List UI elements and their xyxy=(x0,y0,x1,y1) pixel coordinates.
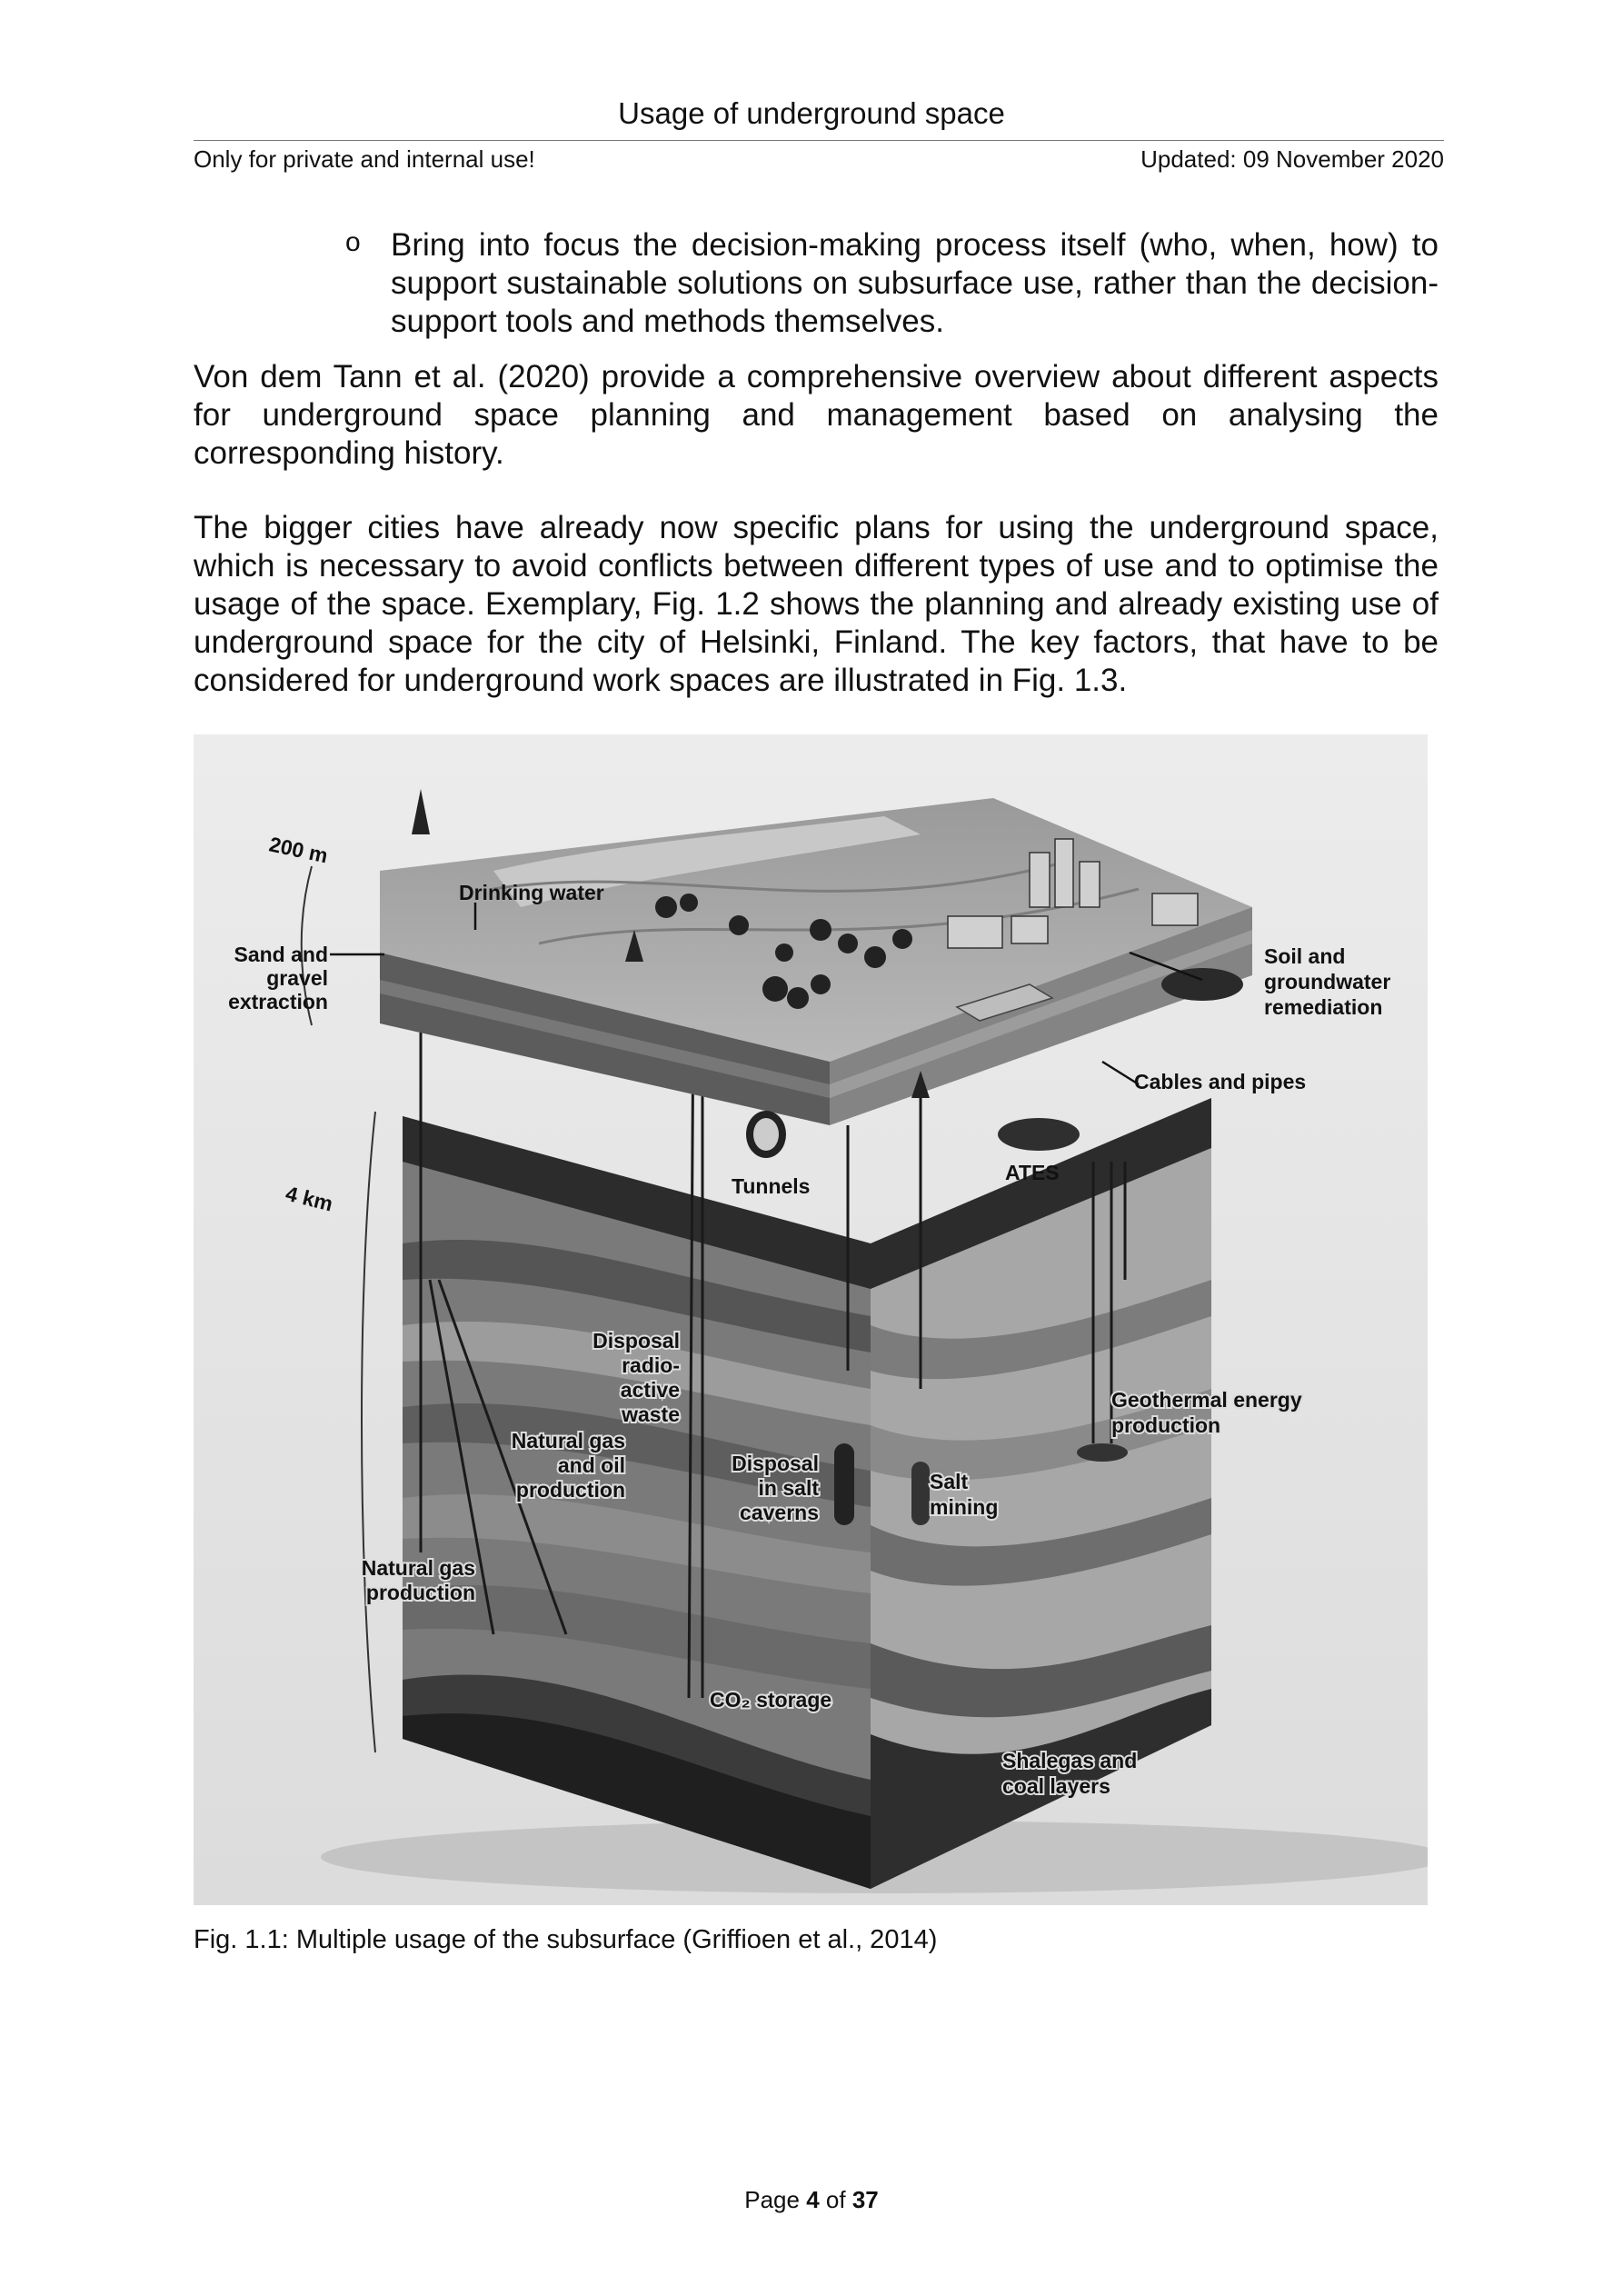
svg-text:waste: waste xyxy=(622,1403,680,1426)
svg-text:in salt: in salt xyxy=(758,1476,819,1500)
svg-text:production: production xyxy=(365,1581,475,1604)
svg-text:Natural gas: Natural gas xyxy=(511,1429,625,1452)
svg-text:and oil: and oil xyxy=(557,1453,625,1477)
header-left-note: Only for private and internal use! xyxy=(194,145,535,173)
svg-text:Salt: Salt xyxy=(930,1470,969,1493)
subsurface-usage-figure xyxy=(194,734,1428,1905)
label-drinking-water: Drinking water xyxy=(459,881,604,904)
label-ates: ATES xyxy=(1005,1161,1060,1184)
footer-page-total: 37 xyxy=(851,2186,879,2213)
geothermal-reservoir xyxy=(1077,1443,1128,1462)
svg-text:extraction: extraction xyxy=(228,990,328,1013)
svg-text:Disposal: Disposal xyxy=(732,1452,819,1475)
svg-text:coal layers: coal layers xyxy=(1002,1774,1110,1798)
paragraph-1: Von dem Tann et al. (2020) provide a comprehensive overview about different aspects for underground space planning and management based on analysing the corresponding history. xyxy=(194,359,1439,471)
depth-label-4km: 4 km xyxy=(283,1181,335,1216)
paragraph-2: The bigger cities have already now specific plans for using the underground space, which is necessary to avoid conflicts between different types of use and to optimise the usage of the space. Exemplary, Fig. 1.2 shows the planning and already existing use of underground space for the city of Helsinki, Finland. The key factors, that have to be considered for underground work spaces are illustrated in Fig. 1.3. xyxy=(194,510,1439,698)
page-header-title: Usage of underground space xyxy=(618,96,1005,130)
footer-page-number: 4 xyxy=(806,2186,820,2213)
label-natural-gas xyxy=(362,1556,475,1604)
salt-cavern-mining xyxy=(911,1462,930,1525)
svg-text:caverns: caverns xyxy=(740,1501,819,1524)
svg-text:production: production xyxy=(1111,1413,1221,1437)
svg-text:radio-: radio- xyxy=(622,1353,680,1377)
figure-caption: Fig. 1.1: Multiple usage of the subsurface (Griffioen et al., 2014) xyxy=(194,1925,938,1954)
svg-text:groundwater: groundwater xyxy=(1264,970,1391,993)
svg-text:gravel: gravel xyxy=(266,966,328,990)
svg-text:Shalegas and: Shalegas and xyxy=(1002,1749,1138,1772)
svg-text:production: production xyxy=(515,1478,625,1502)
svg-text:Natural gas: Natural gas xyxy=(361,1556,475,1580)
label-tunnels: Tunnels xyxy=(732,1174,811,1198)
bullet-marker: o xyxy=(345,227,361,257)
salt-cavern-disposal xyxy=(834,1443,854,1525)
depth-label-200m: 200 m xyxy=(266,832,331,868)
svg-text:mining: mining xyxy=(930,1495,999,1519)
label-co2-storage: CO₂ storage xyxy=(710,1688,832,1712)
page-footer xyxy=(0,2186,1623,2214)
svg-text:Sand and: Sand and xyxy=(234,943,328,966)
header-divider xyxy=(194,140,1444,141)
header-updated-date: Updated: 09 November 2020 xyxy=(1140,145,1444,173)
footer-of: of xyxy=(819,2186,852,2213)
svg-text:active: active xyxy=(620,1378,680,1402)
svg-text:Soil and: Soil and xyxy=(1264,944,1346,968)
svg-text:remediation: remediation xyxy=(1264,995,1383,1019)
footer-prefix: Page xyxy=(744,2186,807,2213)
bullet-text: Bring into focus the decision-making process itself (who, when, how) to support sustainable solutions on subsurface use, rather than the decision-support tools and methods themselves. xyxy=(391,227,1439,339)
svg-text:Geothermal energy: Geothermal energy xyxy=(1111,1388,1302,1412)
svg-text:Disposal: Disposal xyxy=(592,1329,680,1353)
label-cables-pipes: Cables and pipes xyxy=(1134,1070,1307,1093)
